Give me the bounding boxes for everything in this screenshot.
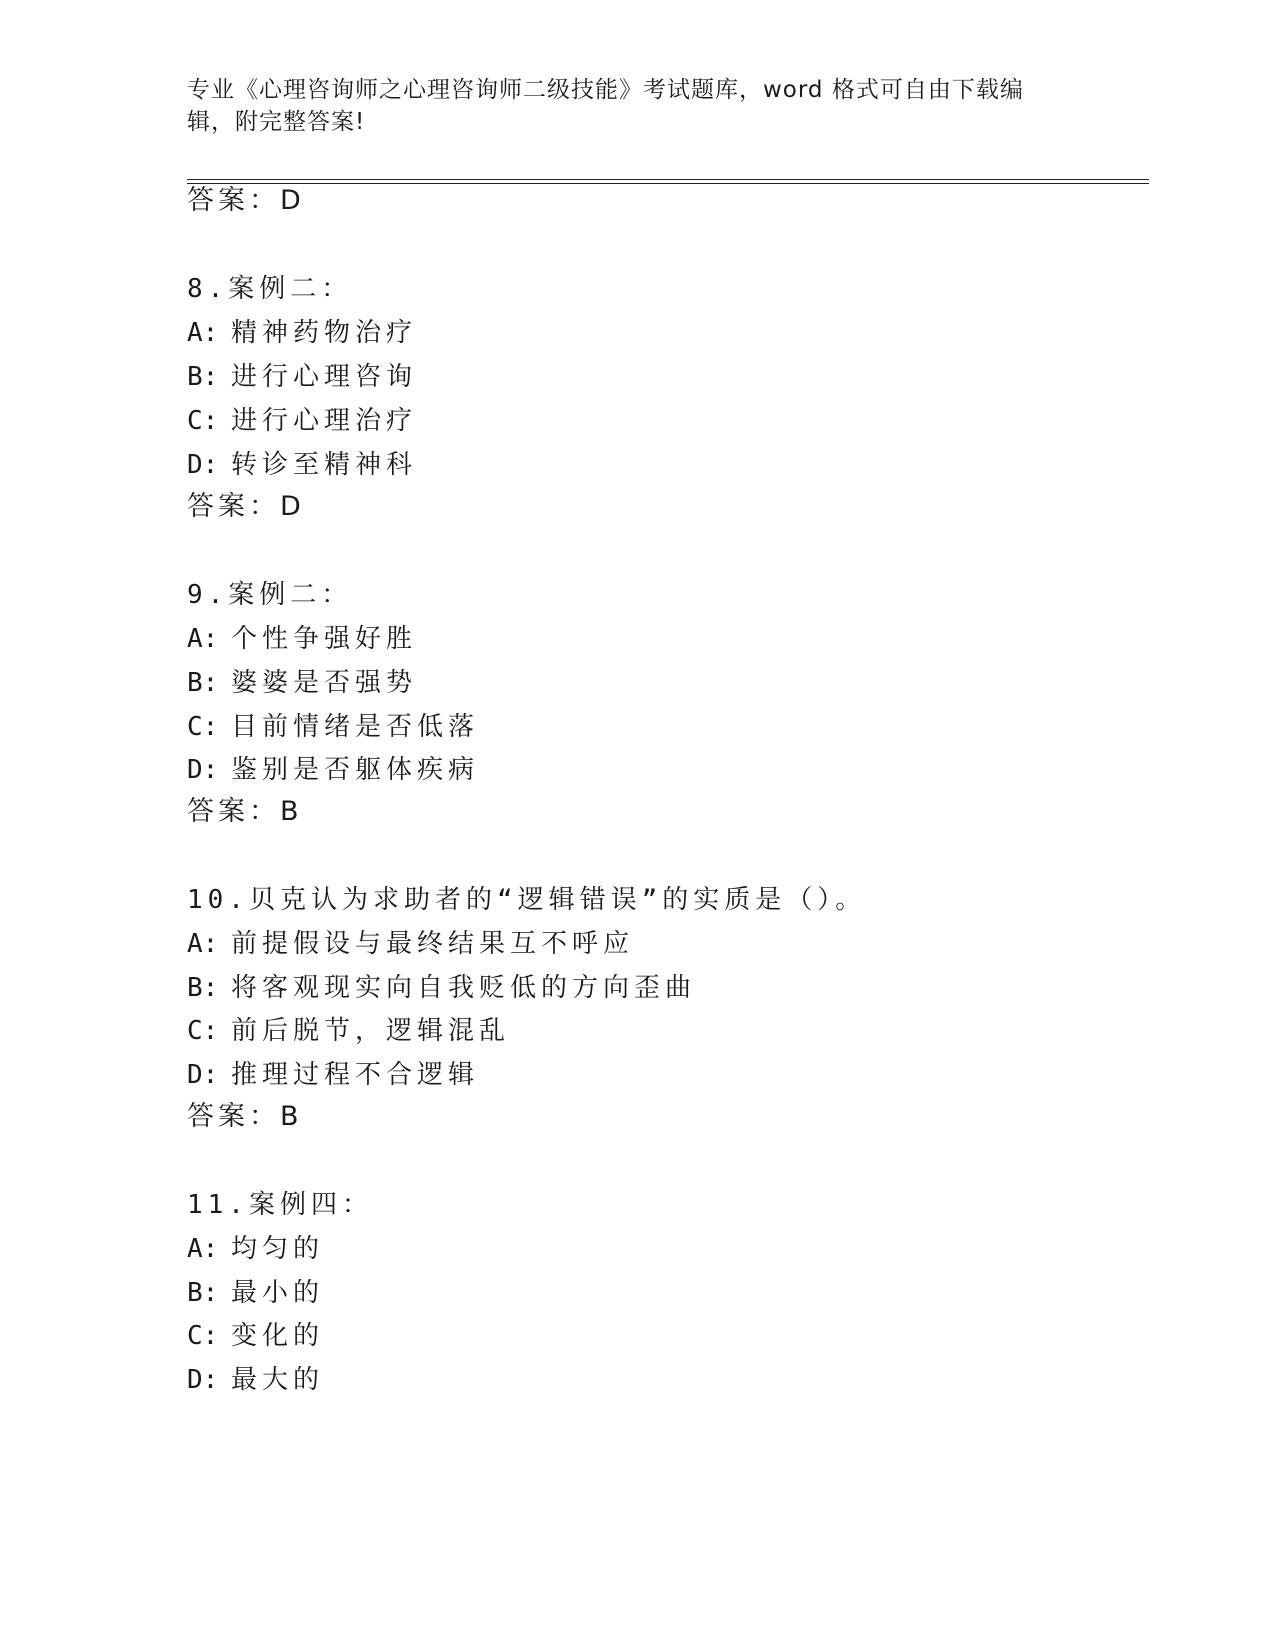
- option-d: [187, 1363, 324, 1397]
- option-c: [187, 1014, 510, 1048]
- option-key: B:: [187, 362, 219, 392]
- option-key: A:: [187, 1234, 219, 1264]
- option-text: 前后脱节，逻辑混乱: [231, 1016, 511, 1046]
- option-d: [187, 753, 479, 787]
- answer-label: 答案：: [187, 185, 280, 216]
- question-9: 9.案例二：: [187, 580, 353, 610]
- answer-label: 答案：: [187, 491, 280, 522]
- option-b: [187, 971, 696, 1005]
- option-text: 个性争强好胜: [231, 624, 418, 654]
- option-text: 前提假设与最终结果互不呼应: [231, 929, 635, 959]
- option-text: 精神药物治疗: [231, 318, 418, 348]
- document-header: 专业《心理咨询师之心理咨询师二级技能》考试题库，word 格式可自由下载编辑，附完整答案!: [187, 77, 1024, 135]
- option-text: 将客观现实向自我贬低的方向歪曲: [231, 973, 697, 1003]
- option-key: C:: [187, 1321, 219, 1351]
- answer-line: [187, 1100, 300, 1134]
- answer-value: B: [280, 796, 300, 827]
- answer-line: [187, 490, 302, 524]
- option-b: [187, 666, 417, 700]
- option-text: 婆婆是否强势: [231, 668, 418, 698]
- option-text: 进行心理咨询: [231, 362, 418, 392]
- answer-value: D: [280, 491, 302, 522]
- option-b: [187, 360, 417, 394]
- header-divider: [187, 179, 1149, 184]
- option-text: 推理过程不合逻辑: [231, 1060, 480, 1090]
- answer-value: B: [280, 1101, 300, 1132]
- option-d: [187, 448, 417, 482]
- option-key: C:: [187, 1016, 219, 1046]
- answer-line: [187, 795, 300, 829]
- option-key: B:: [187, 668, 219, 698]
- question-11: 11.案例四：: [187, 1190, 373, 1220]
- option-key: D:: [187, 755, 219, 785]
- option-text: 鉴别是否躯体疾病: [231, 755, 480, 785]
- option-a: [187, 1232, 324, 1266]
- option-text: 转诊至精神科: [231, 450, 418, 480]
- option-key: D:: [187, 1060, 219, 1090]
- option-text: 变化的: [231, 1321, 325, 1351]
- option-key: A:: [187, 318, 219, 348]
- option-a: [187, 316, 417, 350]
- answer-label: 答案：: [187, 1101, 280, 1132]
- option-text: 最大的: [231, 1365, 325, 1395]
- option-d: [187, 1058, 479, 1092]
- question-8: 8.案例二：: [187, 274, 353, 304]
- answer-label: 答案：: [187, 796, 280, 827]
- option-key: B:: [187, 1278, 219, 1308]
- option-c: [187, 404, 417, 438]
- question-10: 10.贝克认为求助者的“逻辑错误”的实质是（）。: [187, 885, 867, 915]
- option-key: B:: [187, 973, 219, 1003]
- option-text: 最小的: [231, 1278, 325, 1308]
- option-text: 进行心理治疗: [231, 406, 418, 436]
- option-key: A:: [187, 929, 219, 959]
- option-key: D:: [187, 450, 219, 480]
- option-a: [187, 927, 634, 961]
- option-text: 均匀的: [231, 1234, 325, 1264]
- option-text: 目前情绪是否低落: [231, 712, 480, 742]
- option-key: D:: [187, 1365, 219, 1395]
- answer-line: [187, 184, 302, 218]
- answer-value: D: [280, 185, 302, 216]
- option-key: A:: [187, 624, 219, 654]
- option-c: [187, 1319, 324, 1353]
- option-b: [187, 1276, 324, 1310]
- option-a: [187, 622, 417, 656]
- option-c: [187, 710, 479, 744]
- option-key: C:: [187, 712, 219, 742]
- option-key: C:: [187, 406, 219, 436]
